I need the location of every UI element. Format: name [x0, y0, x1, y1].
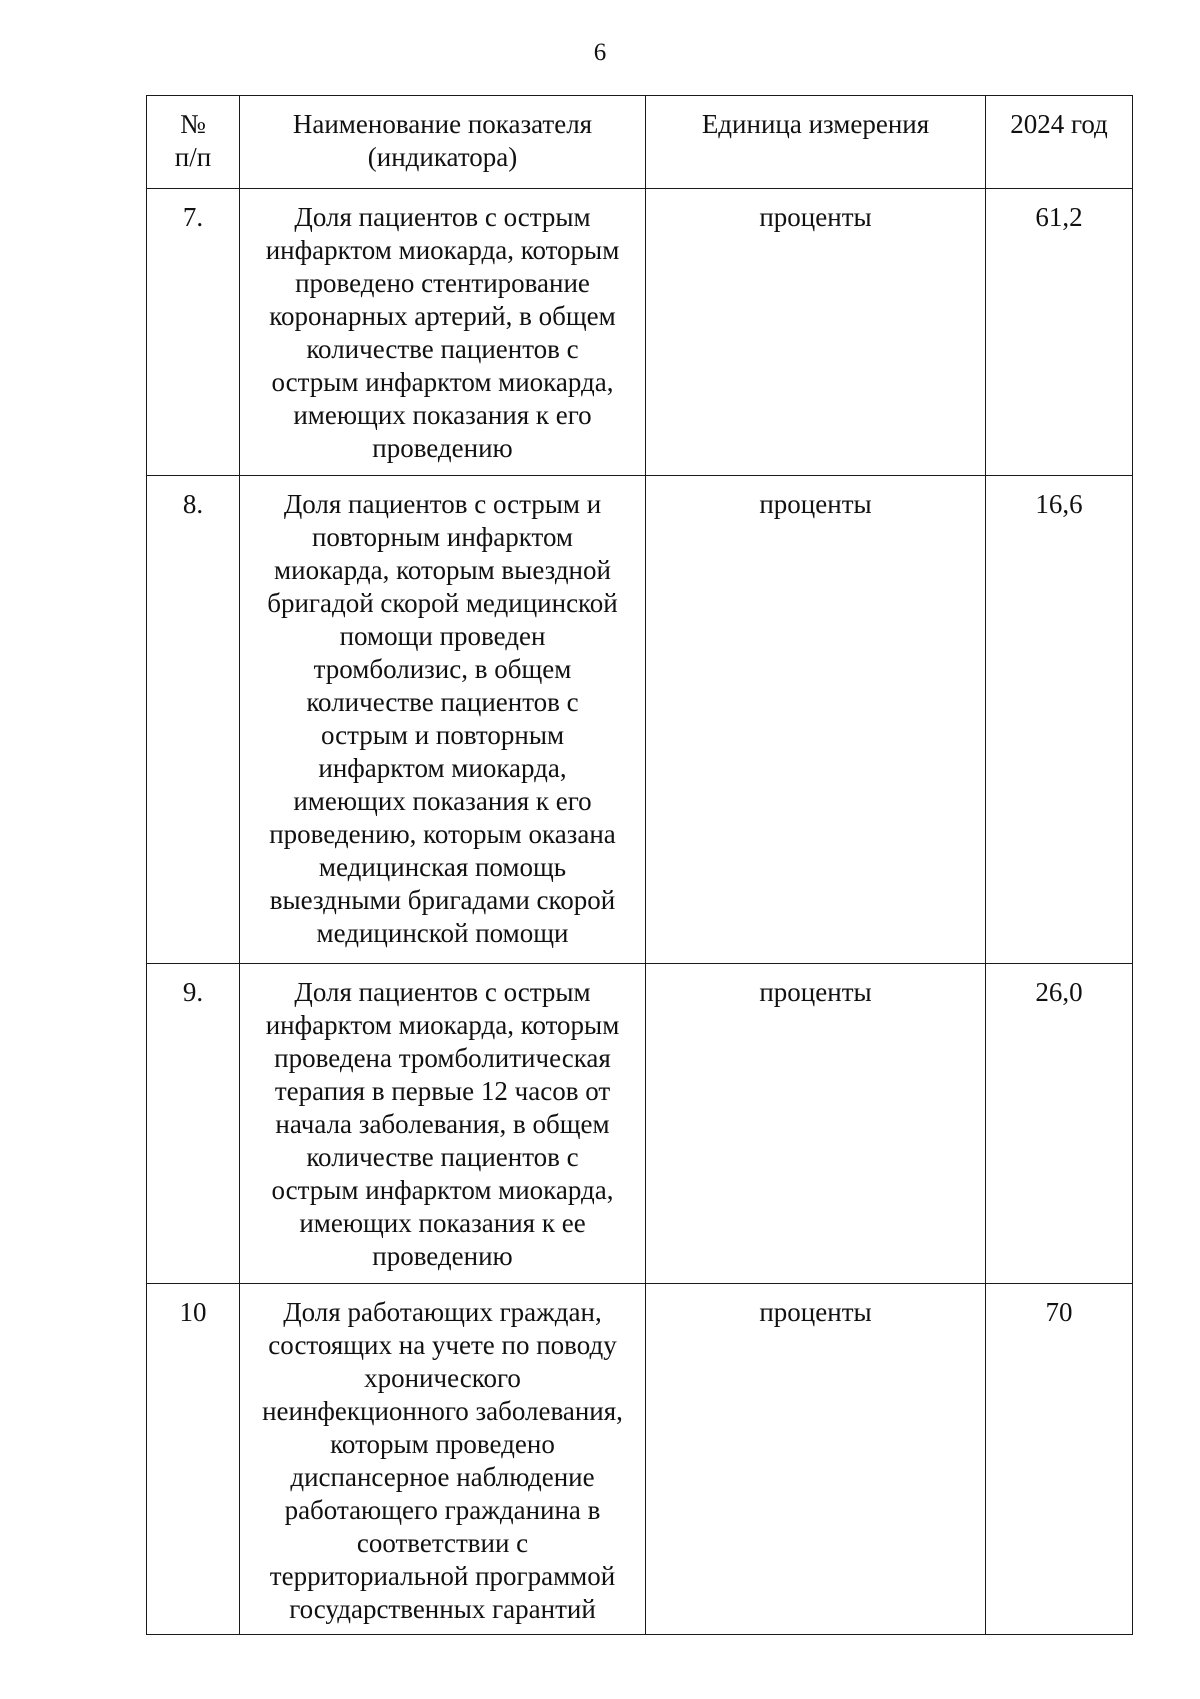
- page-number: 6: [593, 39, 607, 66]
- unit-cell: проценты: [646, 964, 986, 1284]
- indicator-name: Доля пациентов с острым инфарктом миокарда, которым проведена тромболитическая терапия в первые 12 часов от начала заболевания, в общем количестве пациентов с острым инфарктом миокарда, имеющих показания к ее проведению: [240, 964, 646, 1284]
- unit-cell: проценты: [646, 476, 986, 964]
- row-number: 9.: [147, 964, 240, 1284]
- table-row: [147, 189, 1133, 476]
- unit-cell: проценты: [646, 1284, 986, 1635]
- indicator-name: Доля пациентов с острым инфарктом миокарда, которым проведено стентирование коронарных артерий, в общем количестве пациентов с острым инфарктом миокарда, имеющих показания к его проведению: [240, 189, 646, 476]
- indicator-name: Доля пациентов с острым и повторным инфарктом миокарда, которым выездной бригадой скорой медицинской помощи проведен тромболизис, в общем количестве пациентов с острым и повторным инфарктом миокарда, имеющих показания к его проведению, которым оказана медицинская помощь выездными бригадами скорой медицинской помощи: [240, 476, 646, 964]
- row-number: 10: [147, 1284, 240, 1635]
- value-cell: 16,6: [986, 476, 1133, 964]
- unit-cell: проценты: [646, 189, 986, 476]
- header-number: № п/п: [147, 96, 240, 189]
- value-cell: 61,2: [986, 189, 1133, 476]
- row-number: 7.: [147, 189, 240, 476]
- indicators-table: [146, 95, 1133, 1635]
- indicator-name: Доля работающих граждан, состоящих на учете по поводу хронического неинфекционного заболевания, которым проведено диспансерное наблюдение работающего гражданина в соответствии с территориальной программой государственных гарантий: [240, 1284, 646, 1635]
- value-cell: 70: [986, 1284, 1133, 1635]
- table-row: [147, 964, 1133, 1284]
- table-header-row: [147, 96, 1133, 189]
- header-year-2024: 2024 год: [986, 96, 1133, 189]
- header-unit: Единица измерения: [646, 96, 986, 189]
- table-row: [147, 1284, 1133, 1635]
- value-cell: 26,0: [986, 964, 1133, 1284]
- row-number: 8.: [147, 476, 240, 964]
- header-indicator-name: Наименование показателя (индикатора): [240, 96, 646, 189]
- table-row: [147, 476, 1133, 964]
